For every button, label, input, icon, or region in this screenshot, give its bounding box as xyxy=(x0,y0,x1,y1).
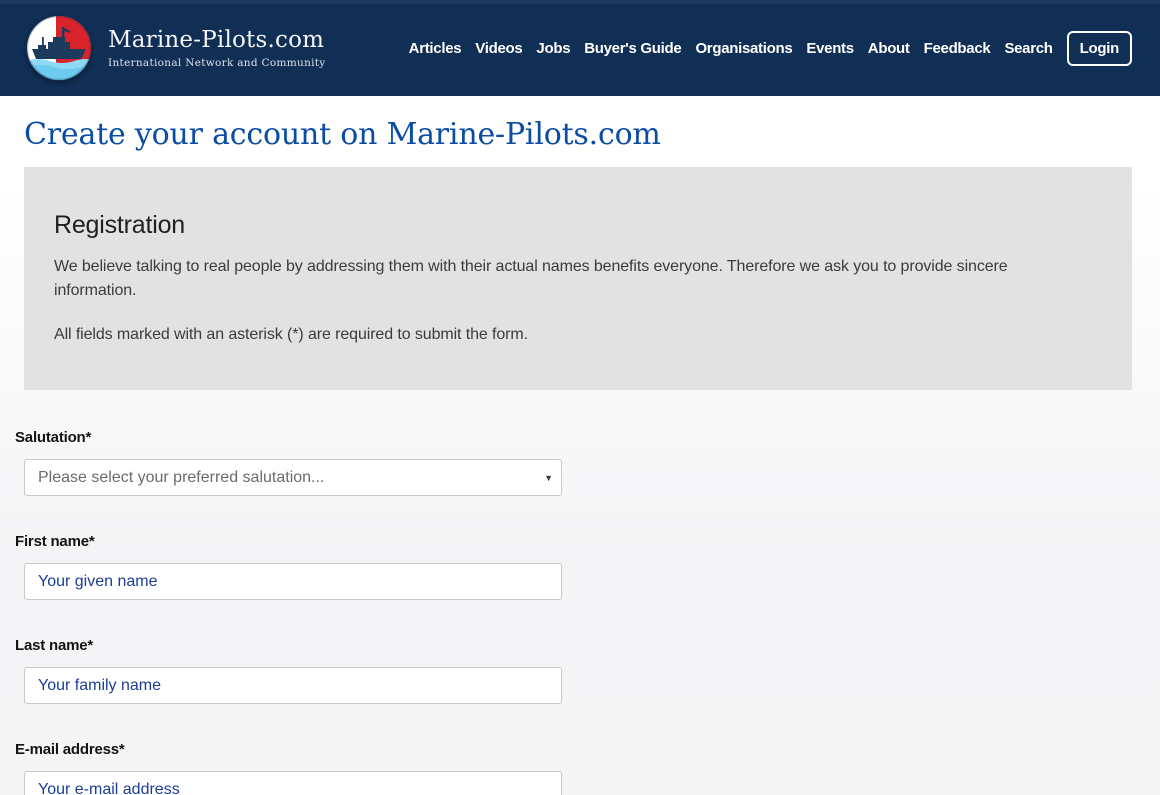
registration-required-note: All fields marked with an asterisk (*) are required to submit the form. xyxy=(54,326,528,343)
first-name-field-group xyxy=(15,533,1132,600)
nav-item-organisations[interactable]: Organisations xyxy=(695,39,793,57)
salutation-select[interactable] xyxy=(24,459,562,496)
email-input[interactable] xyxy=(24,771,562,795)
first-name-input[interactable] xyxy=(24,563,562,600)
nav-item-videos[interactable]: Videos xyxy=(475,39,523,57)
salutation-field-group xyxy=(15,429,1132,496)
brand-logo-link[interactable] xyxy=(26,15,326,81)
registration-form xyxy=(15,429,1132,795)
last-name-input[interactable] xyxy=(24,667,562,704)
nav-item-articles[interactable]: Articles xyxy=(408,39,462,57)
salutation-label: Salutation* xyxy=(15,429,92,446)
main-content xyxy=(0,117,1160,795)
registration-heading: Registration xyxy=(54,211,185,239)
login-button[interactable]: Login xyxy=(1067,31,1132,66)
nav-item-buyers-guide[interactable]: Buyer's Guide xyxy=(584,39,682,57)
registration-info-box xyxy=(24,167,1132,390)
brand-text xyxy=(108,27,326,69)
brand-subtitle: International Network and Community xyxy=(108,57,326,69)
last-name-field-group xyxy=(15,637,1132,704)
last-name-label: Last name* xyxy=(15,637,94,654)
page-title: Create your account on Marine-Pilots.com xyxy=(24,117,661,152)
chevron-down-icon: ▼ xyxy=(544,472,553,483)
nav-item-feedback[interactable]: Feedback xyxy=(923,39,991,57)
ship-logo-icon xyxy=(26,15,92,81)
brand-title: Marine-Pilots.com xyxy=(108,27,325,53)
nav-item-search[interactable]: Search xyxy=(1004,39,1053,57)
email-label: E-mail address* xyxy=(15,741,125,758)
nav-item-about[interactable]: About xyxy=(867,39,910,57)
registration-intro-text: We believe talking to real people by addressing them with their actual names benefits everyone. Therefore we ask you to provide sincere information. xyxy=(54,258,1008,299)
email-field-group xyxy=(15,741,1132,795)
main-nav xyxy=(409,31,1132,66)
nav-item-jobs[interactable]: Jobs xyxy=(536,39,571,57)
salutation-select-wrap xyxy=(24,459,562,496)
first-name-label: First name* xyxy=(15,533,95,550)
nav-item-events[interactable]: Events xyxy=(806,39,854,57)
top-navbar xyxy=(0,0,1160,96)
